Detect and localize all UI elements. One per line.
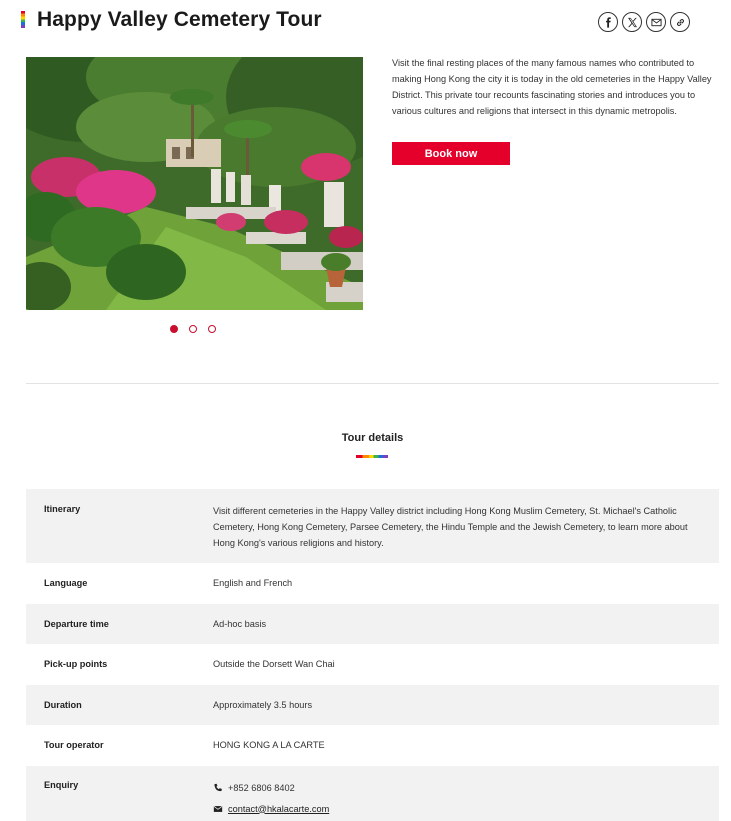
heading-rainbow-underline [356, 455, 388, 458]
book-now-button[interactable]: Book now [392, 142, 510, 165]
rainbow-accent-bar [21, 11, 25, 28]
section-divider [26, 383, 719, 384]
detail-label: Pick-up points [44, 659, 108, 670]
detail-value: English and French [213, 578, 293, 589]
detail-label: Tour operator [44, 740, 104, 751]
hero-image-cemetery-garden[interactable] [26, 57, 363, 310]
detail-label: Departure time [44, 618, 109, 629]
tour-details-heading: Tour details [341, 432, 404, 444]
detail-value: HONG KONG A LA CARTE [213, 740, 325, 751]
enquiry-phone: +852 6806 8402 [228, 782, 295, 793]
detail-row-language [26, 563, 719, 604]
detail-value: Ad-hoc basis [213, 618, 267, 629]
detail-label: Itinerary [44, 504, 81, 514]
enquiry-email-link[interactable]: contact@hkalacarte.com [228, 803, 330, 814]
detail-row-itinerary [26, 489, 719, 563]
detail-row-departure-time [26, 604, 719, 645]
link-icon [675, 17, 686, 28]
carousel-dots [170, 325, 216, 333]
detail-value [213, 780, 719, 821]
tour-details-table [26, 489, 719, 821]
carousel-dot-3[interactable] [208, 325, 216, 333]
share-bar [598, 12, 690, 32]
envelope-icon [213, 804, 223, 814]
detail-row-enquiry [26, 766, 719, 821]
detail-label: Language [44, 578, 88, 589]
intro-text: Visit the final resting places of the many famous names who contributed to making Hong Kong the city it is today in the old cemeteries in the Happy Valley District. This private tour recounts fascinating stories and introduces you to various cultures and religions that intersect in this dynamic metropolis. [392, 58, 712, 116]
detail-value: Approximately 3.5 hours [213, 699, 313, 710]
enquiry-email-line [213, 801, 703, 817]
mail-icon [651, 17, 662, 28]
detail-row-tour-operator [26, 725, 719, 766]
detail-row-duration [26, 685, 719, 726]
carousel-dot-1[interactable] [170, 325, 178, 333]
facebook-icon [603, 17, 614, 28]
page-title: Happy Valley Cemetery Tour [37, 8, 322, 31]
detail-row-pickup-points [26, 644, 719, 685]
carousel-dot-2[interactable] [189, 325, 197, 333]
share-facebook-button[interactable] [598, 12, 618, 32]
phone-icon [213, 783, 223, 793]
share-x-button[interactable] [622, 12, 642, 32]
x-icon [627, 17, 638, 28]
detail-value: Visit different cemeteries in the Happy Valley district including Hong Kong Muslim Cemetery, St. Michael's Catholic Cemetery, Hong Kong Cemetery, Parsee Cemetery, the Hindu Temple and the Jewish Cemetery, to learn more about Hong Kong's various religions and history. [213, 506, 688, 548]
detail-label: Duration [44, 699, 82, 710]
detail-label: Enquiry [44, 779, 79, 790]
share-mail-button[interactable] [646, 12, 666, 32]
share-link-button[interactable] [670, 12, 690, 32]
enquiry-phone-line [213, 780, 703, 796]
detail-value: Outside the Dorsett Wan Chai [213, 659, 335, 670]
